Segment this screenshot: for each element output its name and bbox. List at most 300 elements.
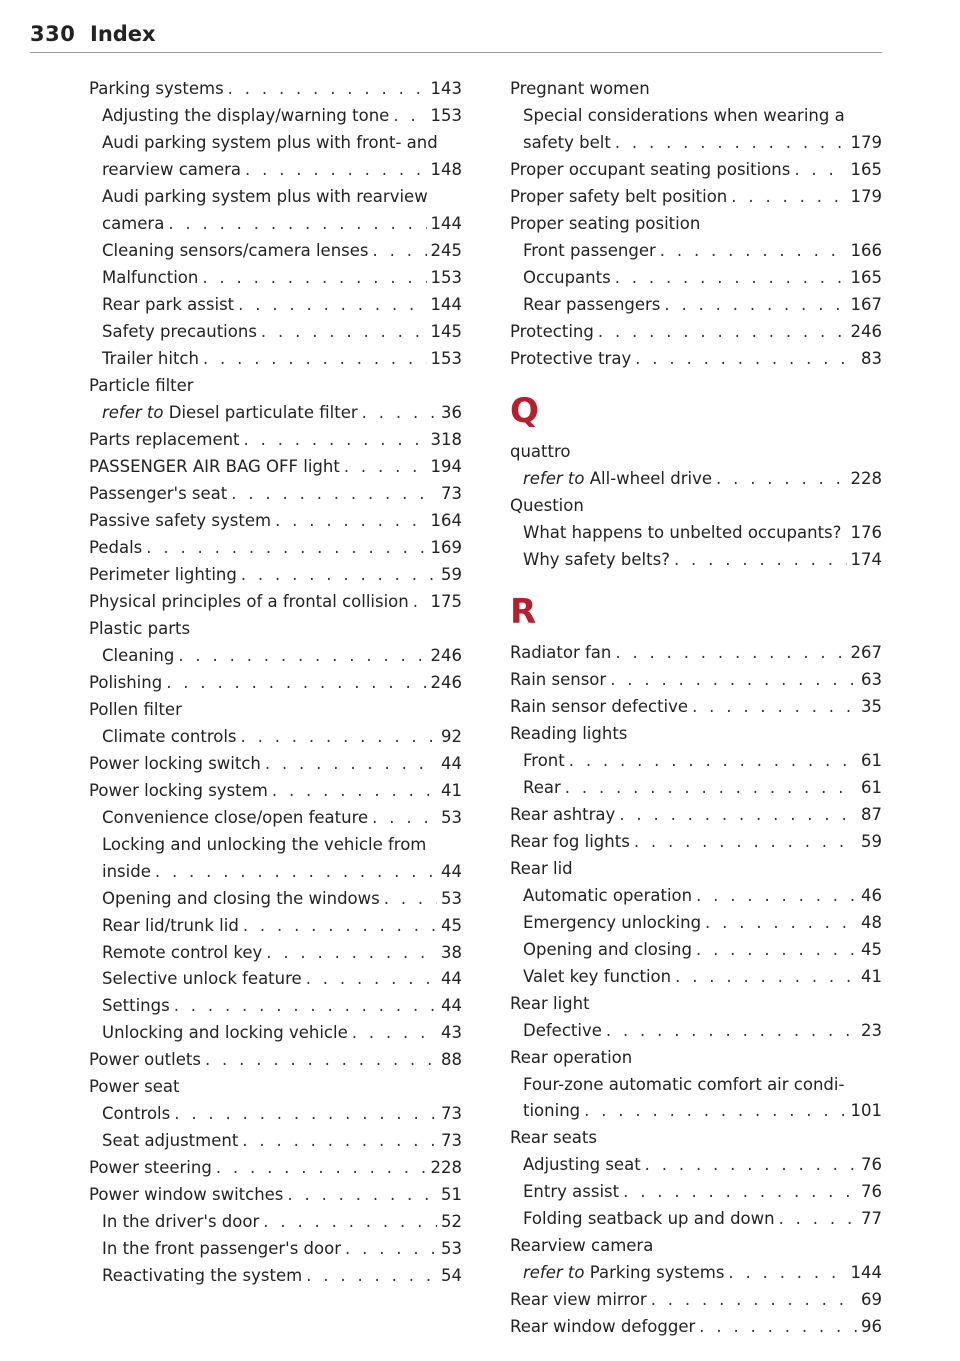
index-subentry [510, 776, 882, 801]
entry-term [510, 1128, 597, 1147]
dot-leader [362, 401, 437, 426]
entry-term [523, 131, 611, 156]
page-reference: 44 [441, 996, 462, 1016]
entry-term [102, 187, 428, 206]
entry-term [102, 967, 302, 992]
entry-text: Rear [523, 777, 561, 797]
entry-term [510, 347, 631, 372]
cross-reference-label: refer to [102, 402, 164, 422]
page-reference: 61 [861, 777, 882, 797]
index-entry [89, 509, 462, 534]
entry-term [523, 293, 660, 318]
entry-text: Reading lights [510, 723, 628, 743]
index-subentry [89, 1264, 462, 1289]
page-reference: 228 [430, 1158, 462, 1178]
dot-leader [598, 320, 847, 345]
page-reference: 179 [850, 186, 882, 206]
entry-term [523, 749, 565, 774]
dot-leader [705, 911, 857, 936]
index-subentry [510, 239, 882, 264]
index-entry [89, 482, 462, 507]
entry-term [102, 1129, 238, 1154]
index-entry [89, 1183, 462, 1208]
entry-term [510, 641, 611, 666]
page-reference: 43 [441, 1023, 462, 1043]
dot-leader [664, 293, 846, 318]
entry-text: Trailer hitch [102, 348, 199, 368]
entry-text: Settings [102, 996, 170, 1016]
dot-leader [231, 482, 437, 507]
entry-text: Opening and closing the windows [102, 888, 380, 908]
index-subentry [89, 941, 462, 966]
page-reference: 144 [430, 294, 462, 314]
entry-text: Defective [523, 1020, 602, 1040]
page-reference: 45 [861, 939, 882, 959]
page-reference: 174 [850, 549, 882, 569]
entry-text: tioning [523, 1101, 581, 1121]
entry-term [102, 320, 257, 345]
dot-leader [243, 914, 437, 939]
index-entry [510, 668, 882, 693]
dot-leader [696, 884, 857, 909]
entry-term [102, 725, 237, 750]
page-reference: 101 [850, 1101, 882, 1121]
dot-leader [606, 1019, 857, 1044]
index-entry [510, 830, 882, 855]
page-reference: 23 [861, 1020, 882, 1040]
index-entry [89, 671, 462, 696]
entry-term [102, 1237, 341, 1262]
entry-text: Protecting [510, 321, 594, 341]
dot-leader [266, 941, 437, 966]
dot-leader [660, 239, 847, 264]
entry-text: Automatic operation [523, 885, 693, 905]
entry-term [510, 695, 688, 720]
entry-term [102, 835, 426, 854]
entry-text: Perimeter lighting [89, 564, 237, 584]
entry-text: Rear lid/trunk lid [102, 915, 239, 935]
dot-leader [203, 347, 427, 372]
page-reference: 246 [430, 672, 462, 692]
index-subentry [510, 1180, 882, 1205]
dot-leader [615, 641, 846, 666]
index-entry [89, 617, 462, 642]
entry-text: Climate controls [102, 726, 237, 746]
entry-text: Rear operation [510, 1047, 633, 1067]
entry-term [102, 994, 170, 1019]
entry-text: Power steering [89, 1158, 212, 1178]
entry-term [102, 887, 380, 912]
page-reference: 153 [430, 105, 462, 125]
entry-term [523, 1207, 775, 1232]
page-reference: 175 [430, 591, 462, 611]
entry-text: Rear seats [510, 1128, 597, 1148]
index-subentry [510, 1261, 882, 1286]
index-entry [510, 347, 882, 372]
entry-term [510, 668, 606, 693]
entry-text: Power locking system [89, 780, 268, 800]
entry-term [523, 965, 671, 990]
section-title: Index [90, 22, 156, 46]
entry-term [89, 536, 142, 561]
index-entry [510, 158, 882, 183]
page-reference: 83 [861, 348, 882, 368]
entry-term [510, 158, 790, 183]
dot-leader [569, 749, 857, 774]
dot-leader [619, 803, 857, 828]
page-reference: 167 [850, 294, 882, 314]
index-entry [510, 1288, 882, 1313]
dot-leader [242, 1129, 437, 1154]
entry-term [102, 266, 198, 291]
dot-leader [244, 428, 427, 453]
page-reference: 73 [441, 1104, 462, 1124]
dot-leader [584, 1099, 846, 1124]
entry-text: Rear view mirror [510, 1290, 647, 1310]
entry-text: Rearview camera [510, 1236, 654, 1256]
index-entry [89, 1048, 462, 1073]
page-reference: 88 [441, 1050, 462, 1070]
index-column-left [89, 77, 462, 1291]
index-entry [510, 320, 882, 345]
entry-text: Occupants [523, 267, 611, 287]
page-reference: 44 [441, 969, 462, 989]
page-reference: 45 [441, 915, 462, 935]
dot-leader [645, 1153, 857, 1178]
index-entry [510, 1234, 882, 1259]
entry-text: Parking systems [89, 79, 224, 98]
page-reference: 164 [430, 510, 462, 530]
entry-text: Emergency unlocking [523, 912, 702, 932]
index-column-right [510, 77, 882, 1342]
page-reference: 96 [861, 1317, 882, 1337]
entry-text: Diesel particulate filter [168, 402, 358, 422]
page-reference: 228 [850, 468, 882, 488]
dot-leader [696, 938, 857, 963]
index-subentry [89, 967, 462, 992]
dot-leader [216, 1156, 427, 1181]
entry-text: Physical principles of a frontal collision [89, 591, 409, 611]
index-subentry [89, 994, 462, 1019]
entry-term [102, 158, 241, 183]
dot-leader [634, 830, 857, 855]
page-reference: 76 [861, 1155, 882, 1175]
entry-text: inside [102, 861, 151, 881]
entry-term [89, 563, 237, 588]
dot-leader [174, 1102, 437, 1127]
entry-term [89, 1156, 212, 1181]
dot-leader [699, 1315, 857, 1340]
entry-text: quattro [510, 441, 571, 461]
entry-text: Seat adjustment [102, 1131, 239, 1151]
index-entry [510, 992, 882, 1017]
entry-text: Rear lid [510, 858, 573, 878]
entry-text: Front [523, 750, 565, 770]
dot-leader [272, 779, 437, 804]
page-reference: 59 [861, 831, 882, 851]
index-subentry [89, 806, 462, 831]
entry-text: Rear ashtray [510, 804, 616, 824]
page-reference: 267 [850, 642, 882, 662]
page-reference: 76 [861, 1182, 882, 1202]
entry-text: Pregnant women [510, 79, 650, 98]
entry-text: Cleaning sensors/camera lenses [102, 240, 369, 260]
index-entry [510, 440, 882, 465]
dot-leader [384, 887, 437, 912]
index-entry [89, 374, 462, 399]
index-entry [510, 1046, 882, 1071]
entry-text: Power locking switch [89, 753, 261, 773]
entry-text: Power window switches [89, 1185, 284, 1205]
index-subentry [510, 521, 882, 546]
entry-text: Front passenger [523, 240, 656, 260]
entry-term [523, 548, 670, 573]
index-subentry [510, 104, 882, 129]
index-subentry [510, 884, 882, 909]
entry-term [102, 401, 358, 426]
index-entry [89, 698, 462, 723]
index-subentry [510, 938, 882, 963]
page-reference: 92 [441, 726, 462, 746]
entry-term [523, 467, 712, 492]
entry-text: Safety precautions [102, 321, 257, 341]
dot-leader [228, 77, 427, 102]
dot-leader [205, 1048, 437, 1073]
index-subentry [89, 239, 462, 264]
page-reference: 144 [850, 1263, 882, 1283]
page-reference: 69 [861, 1290, 882, 1310]
page-reference: 246 [430, 645, 462, 665]
page-reference: 318 [430, 429, 462, 449]
entry-text: Passenger's seat [89, 483, 228, 503]
entry-term [523, 1075, 844, 1094]
entry-term [523, 266, 611, 291]
entry-text: Four-zone automatic comfort air condi- [523, 1074, 845, 1094]
page-number: 330 [30, 22, 76, 46]
entry-text: Controls [102, 1104, 171, 1124]
index-entry [510, 695, 882, 720]
page-reference: 63 [861, 669, 882, 689]
dot-leader [306, 967, 437, 992]
index-subentry [89, 887, 462, 912]
entry-text: Particle filter [89, 375, 194, 395]
index-subentry [89, 212, 462, 237]
entry-text: Pedals [89, 537, 143, 557]
index-subentry [510, 911, 882, 936]
index-subentry [89, 1021, 462, 1046]
dot-leader [731, 185, 846, 210]
page-reference: 38 [441, 942, 462, 962]
page-reference: 73 [441, 1131, 462, 1151]
entry-text: Rear park assist [102, 294, 235, 314]
entry-text: rearview camera [102, 159, 242, 179]
index-subentry [89, 401, 462, 426]
dot-leader [202, 266, 426, 291]
dot-leader [287, 1183, 437, 1208]
entry-text: Locking and unlocking the vehicle from [102, 834, 427, 854]
entry-text: Adjusting seat [523, 1155, 641, 1175]
entry-term [89, 1077, 179, 1096]
page-reference: 245 [430, 240, 462, 260]
entry-term [89, 77, 224, 102]
entry-term [89, 482, 227, 507]
index-entry [510, 641, 882, 666]
entry-term [523, 1261, 724, 1286]
index-subentry [510, 131, 882, 156]
dot-leader [674, 548, 847, 573]
dot-leader [615, 131, 847, 156]
entry-text: PASSENGER AIR BAG OFF light [89, 456, 340, 476]
entry-term [89, 509, 271, 534]
page-reference: 44 [441, 861, 462, 881]
entry-term [89, 428, 240, 453]
dot-leader [651, 1288, 857, 1313]
index-entry [89, 779, 462, 804]
entry-text: Valet key function [523, 966, 672, 986]
entry-text: Plastic parts [89, 618, 191, 638]
entry-term [102, 104, 389, 129]
entry-text: Pollen filter [89, 699, 182, 719]
page-reference: 179 [850, 132, 882, 152]
index-subentry [89, 833, 462, 858]
dot-leader [623, 1180, 857, 1205]
entry-text: Rain sensor [510, 669, 607, 689]
entry-text: Convenience close/open feature [102, 807, 369, 827]
page-reference: 246 [850, 321, 882, 341]
dot-leader [155, 860, 437, 885]
index-subentry [510, 467, 882, 492]
dot-leader [245, 158, 426, 183]
entry-term [523, 1153, 641, 1178]
entry-text: Why safety belts? [523, 549, 670, 569]
dot-leader [675, 965, 857, 990]
page-reference: 53 [441, 807, 462, 827]
entry-term [510, 1048, 632, 1067]
entry-text: Passive safety system [89, 510, 272, 530]
entry-term [89, 590, 409, 615]
page-reference: 165 [850, 159, 882, 179]
index-subentry [89, 1210, 462, 1235]
page-reference: 41 [861, 966, 882, 986]
index-entry [89, 455, 462, 480]
page-reference: 144 [430, 213, 462, 233]
entry-term [89, 1048, 201, 1073]
dot-leader [178, 644, 426, 669]
entry-term [510, 185, 727, 210]
page-reference: 143 [430, 79, 462, 98]
entry-text: Entry assist [523, 1182, 620, 1202]
dot-leader [610, 668, 857, 693]
page-reference: 44 [441, 753, 462, 773]
dot-leader [372, 806, 437, 831]
entry-text: Proper occupant seating positions [510, 159, 791, 179]
entry-term [102, 212, 164, 237]
index-entry [510, 212, 882, 237]
index-subentry [89, 1102, 462, 1127]
entry-text: Adjusting the display/warning tone [102, 105, 390, 125]
index-subentry [510, 749, 882, 774]
entry-term [102, 644, 174, 669]
dot-leader [275, 509, 426, 534]
index-subentry [89, 1237, 462, 1262]
dot-leader [263, 1210, 437, 1235]
entry-text: Malfunction [102, 267, 199, 287]
dot-leader [794, 158, 846, 183]
page-reference: 166 [850, 240, 882, 260]
entry-term [102, 860, 151, 885]
dot-leader [779, 1207, 857, 1232]
page-reference: 165 [850, 267, 882, 287]
page-reference: 153 [430, 267, 462, 287]
index-entry [89, 752, 462, 777]
entry-term [510, 214, 700, 233]
entry-term [89, 752, 261, 777]
dot-leader [306, 1264, 437, 1289]
entry-text: Protective tray [510, 348, 632, 368]
index-subentry [89, 158, 462, 183]
entry-term [510, 79, 650, 98]
entry-text: All-wheel drive [589, 468, 713, 488]
entry-text: Parts replacement [89, 429, 240, 449]
entry-term [523, 884, 692, 909]
entry-text: Rear window defogger [510, 1317, 696, 1337]
index-subentry [510, 293, 882, 318]
entry-term [102, 293, 234, 318]
index-subentry [89, 185, 462, 210]
entry-text: Opening and closing [523, 939, 692, 959]
index-subentry [510, 1073, 882, 1098]
index-entry [510, 77, 882, 102]
page-reference: 73 [441, 483, 462, 503]
cross-reference-label: refer to [523, 468, 585, 488]
entry-term [89, 779, 268, 804]
index-entry [89, 590, 462, 615]
entry-term [523, 1019, 602, 1044]
entry-term [510, 724, 627, 743]
dot-leader [413, 590, 427, 615]
index-entry [510, 1315, 882, 1340]
entry-text: Power outlets [89, 1050, 201, 1070]
entry-text: Rear fog lights [510, 831, 630, 851]
page-reference: 61 [861, 750, 882, 770]
entry-term [102, 1264, 302, 1289]
dot-leader [174, 994, 437, 1019]
page-reference: 176 [850, 522, 882, 542]
entry-term [89, 376, 194, 395]
index-subentry [510, 965, 882, 990]
dot-leader [692, 695, 857, 720]
entry-text: Audi parking system plus with rearview [102, 186, 428, 206]
page-reference: 46 [861, 885, 882, 905]
entry-text: Unlocking and locking vehicle [102, 1023, 348, 1043]
index-subentry [510, 1019, 882, 1044]
entry-term [510, 830, 630, 855]
index-subentry [89, 347, 462, 372]
entry-text: Proper safety belt position [510, 186, 728, 206]
entry-text: safety belt [523, 132, 611, 152]
index-letter-heading: Q [510, 390, 539, 431]
index-subentry [89, 725, 462, 750]
index-subentry [510, 266, 882, 291]
index-subentry [510, 1099, 882, 1124]
index-subentry [89, 1129, 462, 1154]
entry-text: Selective unlock feature [102, 969, 302, 989]
entry-term [102, 239, 369, 264]
dot-leader [352, 1021, 437, 1046]
entry-text: Rear passengers [523, 294, 661, 314]
entry-term [510, 1288, 647, 1313]
dot-leader [344, 455, 427, 480]
